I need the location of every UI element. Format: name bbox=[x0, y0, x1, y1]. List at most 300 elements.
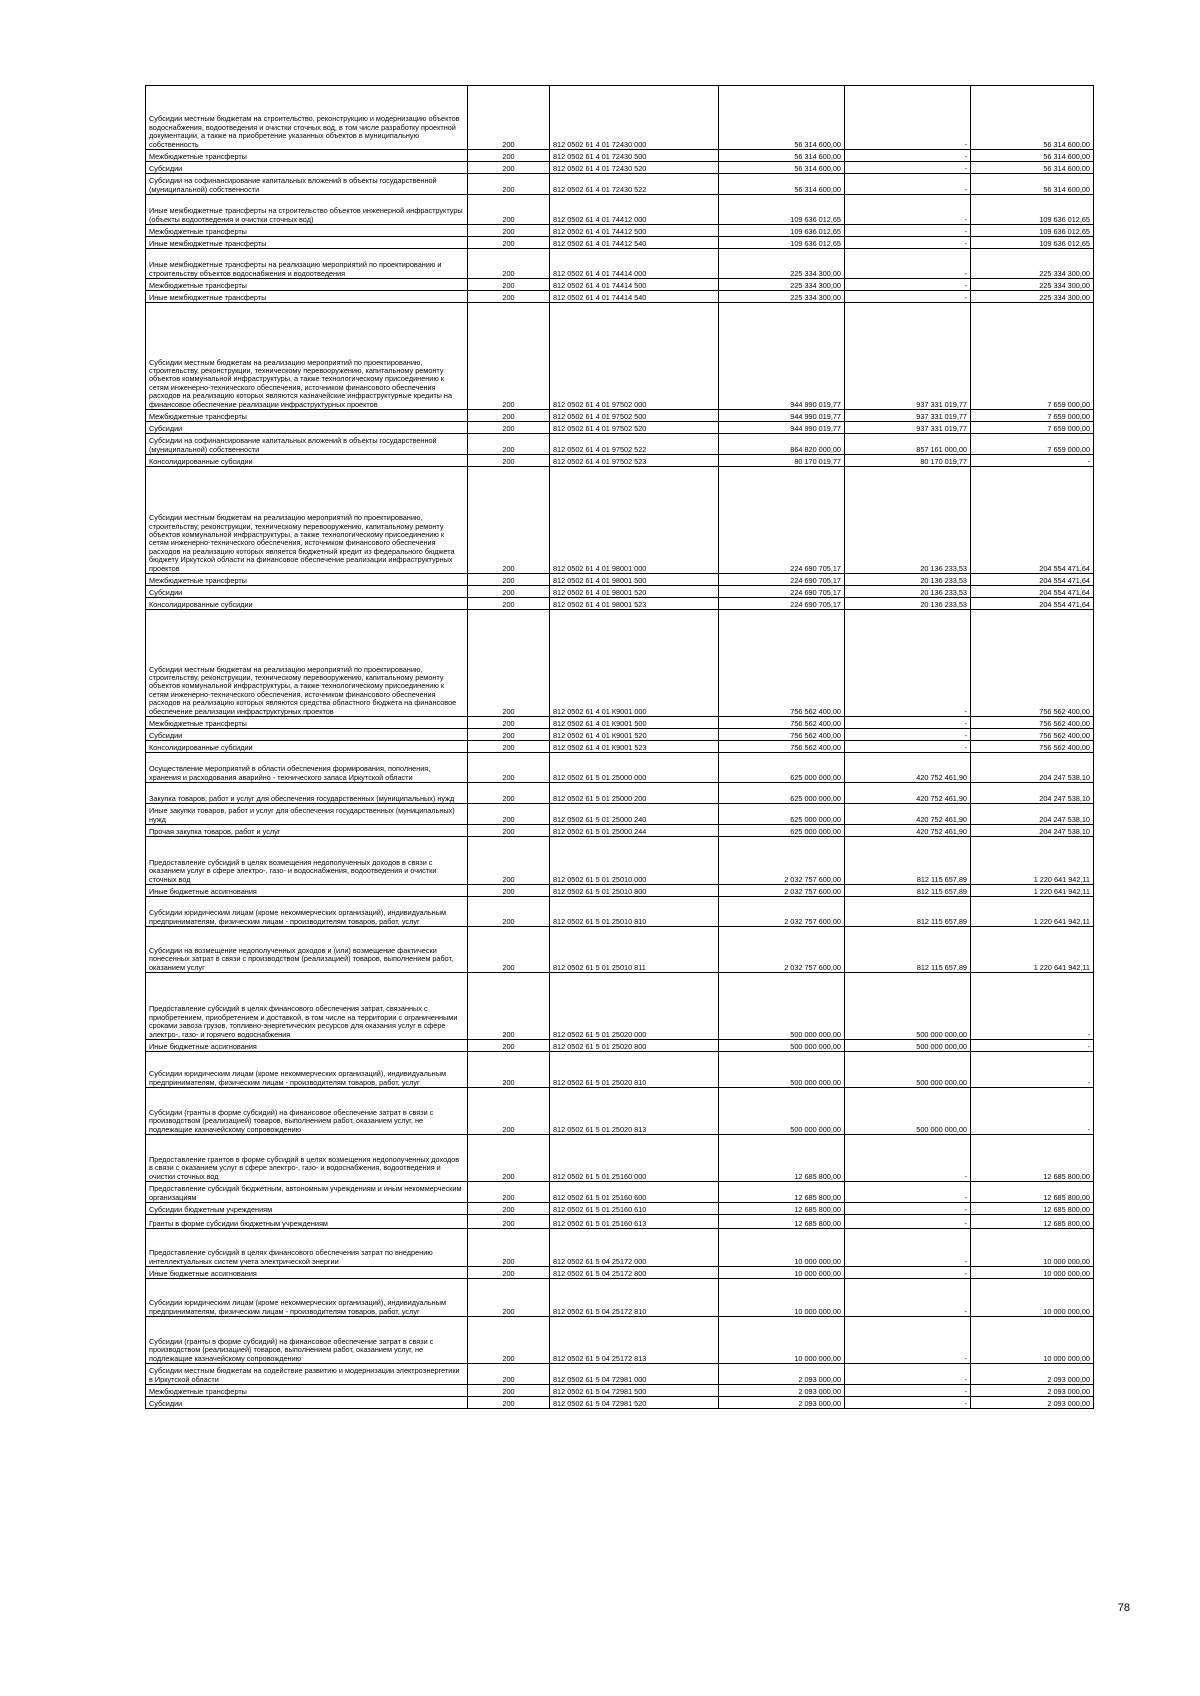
table-row bbox=[146, 422, 1094, 434]
row-classification-cell: 812 0502 61 4 01 72430 500 bbox=[550, 150, 719, 162]
table-row bbox=[146, 897, 1094, 927]
table-row bbox=[146, 1040, 1094, 1052]
row-code-cell: 200 bbox=[468, 467, 550, 574]
row-code-cell: 200 bbox=[468, 1182, 550, 1203]
row-unexecuted-cell: 1 220 641 942,11 bbox=[971, 837, 1094, 885]
row-executed-cell: - bbox=[845, 174, 971, 195]
row-code-cell: 200 bbox=[468, 279, 550, 291]
table-row bbox=[146, 1397, 1094, 1409]
row-name-cell: Консолидированные субсидии bbox=[146, 741, 468, 753]
row-classification-cell: 812 0502 61 4 01 К9001 520 bbox=[550, 729, 719, 741]
row-code-cell: 200 bbox=[468, 610, 550, 717]
row-assigned-cell: 80 170 019,77 bbox=[719, 455, 845, 467]
row-executed-cell: - bbox=[845, 279, 971, 291]
table-row bbox=[146, 598, 1094, 610]
row-unexecuted-cell: 12 685 800,00 bbox=[971, 1203, 1094, 1215]
row-classification-cell: 812 0502 61 4 01 72430 000 bbox=[550, 86, 719, 150]
row-executed-cell: 500 000 000,00 bbox=[845, 1040, 971, 1052]
row-name-cell: Субсидии местным бюджетам на реализацию мероприятий по проектированию, строительству, реконструкции, техническому перевооружению, капитальному ремонту объектов коммунальной инфраструктуры, а также технологическому присоединению к сетям инженерно-технического обеспечения, источником финансового обеспечения расходов на реализацию которых являются казначейские инфраструктурные кредиты на финансовое обеспечение реализации инфраструктурных проектов bbox=[146, 303, 468, 410]
row-unexecuted-cell: 756 562 400,00 bbox=[971, 610, 1094, 717]
row-code-cell: 200 bbox=[468, 973, 550, 1040]
row-classification-cell: 812 0502 61 5 01 25000 000 bbox=[550, 753, 719, 783]
table-row bbox=[146, 973, 1094, 1040]
row-assigned-cell: 12 685 800,00 bbox=[719, 1215, 845, 1229]
row-unexecuted-cell: 109 636 012,65 bbox=[971, 225, 1094, 237]
row-classification-cell: 812 0502 61 5 01 25000 240 bbox=[550, 804, 719, 825]
budget-table bbox=[145, 85, 1094, 1409]
row-executed-cell: - bbox=[845, 1203, 971, 1215]
row-unexecuted-cell: 7 659 000,00 bbox=[971, 434, 1094, 455]
table-row bbox=[146, 1088, 1094, 1135]
row-code-cell: 200 bbox=[468, 927, 550, 973]
row-assigned-cell: 500 000 000,00 bbox=[719, 1040, 845, 1052]
row-code-cell: 200 bbox=[468, 303, 550, 410]
row-name-cell: Субсидии bbox=[146, 586, 468, 598]
row-executed-cell: - bbox=[845, 1317, 971, 1364]
row-executed-cell: 937 331 019,77 bbox=[845, 422, 971, 434]
table-row bbox=[146, 291, 1094, 303]
table-row bbox=[146, 237, 1094, 249]
row-executed-cell: - bbox=[845, 150, 971, 162]
row-unexecuted-cell: 204 247 538,10 bbox=[971, 753, 1094, 783]
row-name-cell: Предоставление грантов в форме субсидий в целях возмещения недополученных доходов в связи с оказанием услуг в сфере электро-, газо- и водоснабжения, водоотведения и очистки сточных вод bbox=[146, 1135, 468, 1182]
row-unexecuted-cell: 56 314 600,00 bbox=[971, 174, 1094, 195]
row-executed-cell: - bbox=[845, 729, 971, 741]
row-assigned-cell: 2 032 757 600,00 bbox=[719, 885, 845, 897]
row-code-cell: 200 bbox=[468, 174, 550, 195]
row-unexecuted-cell: 1 220 641 942,11 bbox=[971, 885, 1094, 897]
row-name-cell: Предоставление субсидий в целях финансового обеспечения затрат по внедрению интеллектуальных систем учета электрической энергии bbox=[146, 1229, 468, 1267]
row-code-cell: 200 bbox=[468, 1052, 550, 1088]
table-row bbox=[146, 885, 1094, 897]
row-unexecuted-cell: 56 314 600,00 bbox=[971, 86, 1094, 150]
row-classification-cell: 812 0502 61 4 01 98001 000 bbox=[550, 467, 719, 574]
row-code-cell: 200 bbox=[468, 837, 550, 885]
row-executed-cell: - bbox=[845, 1385, 971, 1397]
row-assigned-cell: 625 000 000,00 bbox=[719, 825, 845, 837]
row-code-cell: 200 bbox=[468, 825, 550, 837]
row-name-cell: Субсидии bbox=[146, 729, 468, 741]
row-classification-cell: 812 0502 61 4 01 К9001 523 bbox=[550, 741, 719, 753]
row-assigned-cell: 944 990 019,77 bbox=[719, 422, 845, 434]
row-name-cell: Консолидированные субсидии bbox=[146, 455, 468, 467]
row-unexecuted-cell: 204 554 471,64 bbox=[971, 598, 1094, 610]
row-assigned-cell: 10 000 000,00 bbox=[719, 1267, 845, 1279]
row-classification-cell: 812 0502 61 5 01 25160 000 bbox=[550, 1135, 719, 1182]
row-name-cell: Субсидии на софинансирование капитальных вложений в объекты государственной (муниципальной) собственности bbox=[146, 434, 468, 455]
row-name-cell: Субсидии bbox=[146, 162, 468, 174]
row-name-cell: Субсидии (гранты в форме субсидий) на финансовое обеспечение затрат в связи с производством (реализацией) товаров, выполнением работ, оказанием услуг, не подлежащие казначейскому сопровождению bbox=[146, 1088, 468, 1135]
row-assigned-cell: 2 032 757 600,00 bbox=[719, 897, 845, 927]
row-name-cell: Субсидии местным бюджетам на содействие развитию и модернизации электроэнергетики в Иркутской области bbox=[146, 1364, 468, 1385]
table-row bbox=[146, 804, 1094, 825]
row-name-cell: Иные бюджетные ассигнования bbox=[146, 1267, 468, 1279]
row-name-cell: Субсидии на возмещение недополученных доходов и (или) возмещение фактически понесенных затрат в связи с производством (реализацией) товаров, выполнением работ, оказанием услуг bbox=[146, 927, 468, 973]
row-unexecuted-cell: - bbox=[971, 1040, 1094, 1052]
table-row bbox=[146, 279, 1094, 291]
row-executed-cell: 20 136 233,53 bbox=[845, 598, 971, 610]
row-executed-cell: - bbox=[845, 237, 971, 249]
row-name-cell: Субсидии местным бюджетам на строительство, реконструкцию и модернизацию объектов водоснабжения, водоотведения и очистки сточных вод, в том числе разработку проектной документации, а также на приобретение указанных объектов в муниципальную собственность bbox=[146, 86, 468, 150]
row-executed-cell: - bbox=[845, 1229, 971, 1267]
row-assigned-cell: 625 000 000,00 bbox=[719, 753, 845, 783]
row-classification-cell: 812 0502 61 4 01 К9001 500 bbox=[550, 717, 719, 729]
row-code-cell: 200 bbox=[468, 1229, 550, 1267]
row-code-cell: 200 bbox=[468, 1385, 550, 1397]
row-unexecuted-cell: 2 093 000,00 bbox=[971, 1397, 1094, 1409]
row-classification-cell: 812 0502 61 4 01 74414 500 bbox=[550, 279, 719, 291]
row-executed-cell: 812 115 657,89 bbox=[845, 837, 971, 885]
row-classification-cell: 812 0502 61 5 01 25160 600 bbox=[550, 1182, 719, 1203]
table-row bbox=[146, 753, 1094, 783]
row-unexecuted-cell: 56 314 600,00 bbox=[971, 162, 1094, 174]
row-assigned-cell: 2 093 000,00 bbox=[719, 1397, 845, 1409]
row-assigned-cell: 12 685 800,00 bbox=[719, 1182, 845, 1203]
row-assigned-cell: 2 032 757 600,00 bbox=[719, 837, 845, 885]
row-code-cell: 200 bbox=[468, 1397, 550, 1409]
row-unexecuted-cell: 204 247 538,10 bbox=[971, 825, 1094, 837]
row-assigned-cell: 2 032 757 600,00 bbox=[719, 927, 845, 973]
row-code-cell: 200 bbox=[468, 150, 550, 162]
row-assigned-cell: 944 990 019,77 bbox=[719, 303, 845, 410]
table-row bbox=[146, 610, 1094, 717]
row-classification-cell: 812 0502 61 5 04 72981 520 bbox=[550, 1397, 719, 1409]
row-assigned-cell: 756 562 400,00 bbox=[719, 610, 845, 717]
row-assigned-cell: 944 990 019,77 bbox=[719, 410, 845, 422]
row-unexecuted-cell: 225 334 300,00 bbox=[971, 249, 1094, 279]
row-classification-cell: 812 0502 61 5 01 25020 800 bbox=[550, 1040, 719, 1052]
row-unexecuted-cell: - bbox=[971, 1052, 1094, 1088]
row-classification-cell: 812 0502 61 4 01 97502 522 bbox=[550, 434, 719, 455]
row-name-cell: Субсидии юридическим лицам (кроме некоммерческих организаций), индивидуальным предпринимателям, физическим лицам - производителям товаров, работ, услуг bbox=[146, 1279, 468, 1317]
row-classification-cell: 812 0502 61 5 01 25000 244 bbox=[550, 825, 719, 837]
table-row bbox=[146, 1364, 1094, 1385]
row-name-cell: Иные бюджетные ассигнования bbox=[146, 885, 468, 897]
row-executed-cell: - bbox=[845, 1279, 971, 1317]
row-code-cell: 200 bbox=[468, 885, 550, 897]
row-code-cell: 200 bbox=[468, 598, 550, 610]
row-assigned-cell: 56 314 600,00 bbox=[719, 162, 845, 174]
row-assigned-cell: 12 685 800,00 bbox=[719, 1203, 845, 1215]
table-row bbox=[146, 927, 1094, 973]
row-executed-cell: - bbox=[845, 291, 971, 303]
row-unexecuted-cell: 10 000 000,00 bbox=[971, 1279, 1094, 1317]
row-classification-cell: 812 0502 61 4 01 98001 523 bbox=[550, 598, 719, 610]
row-code-cell: 200 bbox=[468, 1040, 550, 1052]
row-executed-cell: - bbox=[845, 86, 971, 150]
table-row bbox=[146, 783, 1094, 804]
table-row bbox=[146, 467, 1094, 574]
row-executed-cell: 937 331 019,77 bbox=[845, 410, 971, 422]
row-name-cell: Субсидии на софинансирование капитальных вложений в объекты государственной (муниципальной) собственности bbox=[146, 174, 468, 195]
row-assigned-cell: 109 636 012,65 bbox=[719, 225, 845, 237]
row-code-cell: 200 bbox=[468, 897, 550, 927]
page-number: 78 bbox=[1117, 1602, 1130, 1614]
table-row bbox=[146, 1385, 1094, 1397]
row-assigned-cell: 225 334 300,00 bbox=[719, 249, 845, 279]
row-classification-cell: 812 0502 61 4 01 74414 540 bbox=[550, 291, 719, 303]
row-name-cell: Межбюджетные трансферты bbox=[146, 1385, 468, 1397]
table-row bbox=[146, 717, 1094, 729]
row-name-cell: Иные межбюджетные трансферты bbox=[146, 237, 468, 249]
row-assigned-cell: 12 685 800,00 bbox=[719, 1135, 845, 1182]
row-executed-cell: 812 115 657,89 bbox=[845, 897, 971, 927]
row-unexecuted-cell: 7 659 000,00 bbox=[971, 303, 1094, 410]
row-name-cell: Закупка товаров, работ и услуг для обеспечения государственных (муниципальных) нужд bbox=[146, 783, 468, 804]
row-code-cell: 200 bbox=[468, 729, 550, 741]
row-unexecuted-cell: 204 554 471,64 bbox=[971, 574, 1094, 586]
row-code-cell: 200 bbox=[468, 162, 550, 174]
row-unexecuted-cell: 12 685 800,00 bbox=[971, 1215, 1094, 1229]
row-name-cell: Осуществление мероприятий в области обеспечения формирования, пополнения, хранения и расходования аварийно - технического запаса Иркутской области bbox=[146, 753, 468, 783]
row-unexecuted-cell: 1 220 641 942,11 bbox=[971, 927, 1094, 973]
row-name-cell: Межбюджетные трансферты bbox=[146, 717, 468, 729]
row-name-cell: Межбюджетные трансферты bbox=[146, 279, 468, 291]
row-classification-cell: 812 0502 61 5 04 25172 810 bbox=[550, 1279, 719, 1317]
row-assigned-cell: 625 000 000,00 bbox=[719, 783, 845, 804]
row-classification-cell: 812 0502 61 5 04 25172 000 bbox=[550, 1229, 719, 1267]
row-assigned-cell: 56 314 600,00 bbox=[719, 174, 845, 195]
row-unexecuted-cell: 12 685 800,00 bbox=[971, 1135, 1094, 1182]
table-row bbox=[146, 434, 1094, 455]
row-code-cell: 200 bbox=[468, 195, 550, 225]
row-name-cell: Субсидии местным бюджетам на реализацию мероприятий по проектированию, строительству, реконструкции, техническому перевооружению, капитальному ремонту объектов коммунальной инфраструктуры, а также технологическому присоединению к сетям инженерно-технического обеспечения, источником финансового обеспечения расходов на реализацию которых являются средства областного бюджета на финансовое обеспечение реализации инфраструктурных проектов bbox=[146, 610, 468, 717]
row-classification-cell: 812 0502 61 4 01 97502 500 bbox=[550, 410, 719, 422]
budget-table-body bbox=[146, 86, 1094, 1409]
row-unexecuted-cell: 12 685 800,00 bbox=[971, 1182, 1094, 1203]
table-row bbox=[146, 837, 1094, 885]
row-name-cell: Иные межбюджетные трансферты на реализацию мероприятий по проектированию и строительству объектов водоснабжения и водоотведения bbox=[146, 249, 468, 279]
table-row bbox=[146, 162, 1094, 174]
row-classification-cell: 812 0502 61 5 01 25160 613 bbox=[550, 1215, 719, 1229]
row-assigned-cell: 10 000 000,00 bbox=[719, 1279, 845, 1317]
row-assigned-cell: 224 690 705,17 bbox=[719, 586, 845, 598]
row-code-cell: 200 bbox=[468, 1267, 550, 1279]
row-name-cell: Субсидии бюджетным учреждениям bbox=[146, 1203, 468, 1215]
table-row bbox=[146, 1215, 1094, 1229]
row-code-cell: 200 bbox=[468, 434, 550, 455]
row-unexecuted-cell: 7 659 000,00 bbox=[971, 422, 1094, 434]
row-classification-cell: 812 0502 61 4 01 97502 520 bbox=[550, 422, 719, 434]
row-executed-cell: 20 136 233,53 bbox=[845, 467, 971, 574]
row-executed-cell: 420 752 461,90 bbox=[845, 753, 971, 783]
row-name-cell: Прочая закупка товаров, работ и услуг bbox=[146, 825, 468, 837]
row-assigned-cell: 2 093 000,00 bbox=[719, 1364, 845, 1385]
row-unexecuted-cell: 756 562 400,00 bbox=[971, 729, 1094, 741]
row-classification-cell: 812 0502 61 5 01 25020 813 bbox=[550, 1088, 719, 1135]
row-classification-cell: 812 0502 61 4 01 74414 000 bbox=[550, 249, 719, 279]
row-executed-cell: 420 752 461,90 bbox=[845, 783, 971, 804]
row-unexecuted-cell: 10 000 000,00 bbox=[971, 1267, 1094, 1279]
row-name-cell: Субсидии (гранты в форме субсидий) на финансовое обеспечение затрат в связи с производством (реализацией) товаров, выполнением работ, оказанием услуг, не подлежащие казначейскому сопровождению bbox=[146, 1317, 468, 1364]
row-assigned-cell: 756 562 400,00 bbox=[719, 729, 845, 741]
row-assigned-cell: 10 000 000,00 bbox=[719, 1229, 845, 1267]
row-code-cell: 200 bbox=[468, 410, 550, 422]
table-row bbox=[146, 410, 1094, 422]
row-unexecuted-cell: 225 334 300,00 bbox=[971, 291, 1094, 303]
row-classification-cell: 812 0502 61 5 04 72981 500 bbox=[550, 1385, 719, 1397]
row-name-cell: Субсидии юридическим лицам (кроме некоммерческих организаций), индивидуальным предпринимателям, физическим лицам - производителям товаров, работ, услуг bbox=[146, 1052, 468, 1088]
row-assigned-cell: 109 636 012,65 bbox=[719, 237, 845, 249]
row-name-cell: Предоставление субсидий бюджетным, автономным учреждениям и иным некоммерческим организациям bbox=[146, 1182, 468, 1203]
row-assigned-cell: 2 093 000,00 bbox=[719, 1385, 845, 1397]
row-unexecuted-cell: - bbox=[971, 1088, 1094, 1135]
row-code-cell: 200 bbox=[468, 1279, 550, 1317]
row-executed-cell: 812 115 657,89 bbox=[845, 885, 971, 897]
row-code-cell: 200 bbox=[468, 1088, 550, 1135]
row-unexecuted-cell: 109 636 012,65 bbox=[971, 237, 1094, 249]
row-code-cell: 200 bbox=[468, 1364, 550, 1385]
row-name-cell: Межбюджетные трансферты bbox=[146, 410, 468, 422]
row-assigned-cell: 10 000 000,00 bbox=[719, 1317, 845, 1364]
table-row bbox=[146, 741, 1094, 753]
table-row bbox=[146, 1203, 1094, 1215]
row-classification-cell: 812 0502 61 4 01 74412 540 bbox=[550, 237, 719, 249]
row-assigned-cell: 625 000 000,00 bbox=[719, 804, 845, 825]
table-row bbox=[146, 729, 1094, 741]
row-executed-cell: 500 000 000,00 bbox=[845, 973, 971, 1040]
row-classification-cell: 812 0502 61 5 01 25020 000 bbox=[550, 973, 719, 1040]
row-code-cell: 200 bbox=[468, 586, 550, 598]
row-executed-cell: 500 000 000,00 bbox=[845, 1088, 971, 1135]
row-unexecuted-cell: 204 247 538,10 bbox=[971, 783, 1094, 804]
row-assigned-cell: 224 690 705,17 bbox=[719, 574, 845, 586]
row-unexecuted-cell: 7 659 000,00 bbox=[971, 410, 1094, 422]
row-executed-cell: - bbox=[845, 195, 971, 225]
row-executed-cell: 857 161 000,00 bbox=[845, 434, 971, 455]
row-name-cell: Иные закупки товаров, работ и услуг для обеспечения государственных (муниципальных) нужд bbox=[146, 804, 468, 825]
row-code-cell: 200 bbox=[468, 1317, 550, 1364]
table-row bbox=[146, 225, 1094, 237]
row-name-cell: Субсидии bbox=[146, 422, 468, 434]
row-unexecuted-cell: 204 554 471,64 bbox=[971, 586, 1094, 598]
row-classification-cell: 812 0502 61 4 01 98001 500 bbox=[550, 574, 719, 586]
row-name-cell: Субсидии юридическим лицам (кроме некоммерческих организаций), индивидуальным предпринимателям, физическим лицам - производителям товаров, работ, услуг bbox=[146, 897, 468, 927]
row-assigned-cell: 756 562 400,00 bbox=[719, 741, 845, 753]
table-row bbox=[146, 1182, 1094, 1203]
row-assigned-cell: 864 820 000,00 bbox=[719, 434, 845, 455]
table-row bbox=[146, 1267, 1094, 1279]
row-classification-cell: 812 0502 61 5 04 72981 000 bbox=[550, 1364, 719, 1385]
row-classification-cell: 812 0502 61 5 01 25010 810 bbox=[550, 897, 719, 927]
row-classification-cell: 812 0502 61 5 04 25172 813 bbox=[550, 1317, 719, 1364]
row-name-cell: Иные межбюджетные трансферты на строительство объектов инженерной инфраструктуры (объекты водоотведения и очистки сточных вод) bbox=[146, 195, 468, 225]
row-assigned-cell: 756 562 400,00 bbox=[719, 717, 845, 729]
row-unexecuted-cell: 109 636 012,65 bbox=[971, 195, 1094, 225]
row-unexecuted-cell: 10 000 000,00 bbox=[971, 1229, 1094, 1267]
row-code-cell: 200 bbox=[468, 1203, 550, 1215]
row-executed-cell: 20 136 233,53 bbox=[845, 586, 971, 598]
row-assigned-cell: 224 690 705,17 bbox=[719, 598, 845, 610]
row-executed-cell: 80 170 019,77 bbox=[845, 455, 971, 467]
row-executed-cell: - bbox=[845, 225, 971, 237]
row-classification-cell: 812 0502 61 5 01 25010 811 bbox=[550, 927, 719, 973]
row-executed-cell: - bbox=[845, 610, 971, 717]
row-code-cell: 200 bbox=[468, 753, 550, 783]
row-executed-cell: - bbox=[845, 717, 971, 729]
row-name-cell: Консолидированные субсидии bbox=[146, 598, 468, 610]
row-classification-cell: 812 0502 61 4 01 К9001 000 bbox=[550, 610, 719, 717]
row-executed-cell: - bbox=[845, 1267, 971, 1279]
row-name-cell: Межбюджетные трансферты bbox=[146, 574, 468, 586]
row-classification-cell: 812 0502 61 4 01 74412 000 bbox=[550, 195, 719, 225]
row-code-cell: 200 bbox=[468, 1215, 550, 1229]
row-assigned-cell: 500 000 000,00 bbox=[719, 1052, 845, 1088]
row-classification-cell: 812 0502 61 4 01 72430 522 bbox=[550, 174, 719, 195]
row-unexecuted-cell: 1 220 641 942,11 bbox=[971, 897, 1094, 927]
row-executed-cell: - bbox=[845, 1364, 971, 1385]
table-row bbox=[146, 1279, 1094, 1317]
row-assigned-cell: 500 000 000,00 bbox=[719, 1088, 845, 1135]
row-unexecuted-cell: 225 334 300,00 bbox=[971, 279, 1094, 291]
row-unexecuted-cell: 2 093 000,00 bbox=[971, 1364, 1094, 1385]
row-name-cell: Межбюджетные трансферты bbox=[146, 225, 468, 237]
table-row bbox=[146, 1135, 1094, 1182]
row-executed-cell: 937 331 019,77 bbox=[845, 303, 971, 410]
row-executed-cell: - bbox=[845, 741, 971, 753]
row-executed-cell: - bbox=[845, 1135, 971, 1182]
row-code-cell: 200 bbox=[468, 804, 550, 825]
row-unexecuted-cell: 56 314 600,00 bbox=[971, 150, 1094, 162]
row-unexecuted-cell: - bbox=[971, 973, 1094, 1040]
row-name-cell: Субсидии bbox=[146, 1397, 468, 1409]
row-code-cell: 200 bbox=[468, 783, 550, 804]
row-code-cell: 200 bbox=[468, 249, 550, 279]
row-assigned-cell: 225 334 300,00 bbox=[719, 291, 845, 303]
row-unexecuted-cell: 756 562 400,00 bbox=[971, 717, 1094, 729]
row-classification-cell: 812 0502 61 4 01 97502 523 bbox=[550, 455, 719, 467]
row-assigned-cell: 56 314 600,00 bbox=[719, 150, 845, 162]
row-assigned-cell: 500 000 000,00 bbox=[719, 973, 845, 1040]
row-executed-cell: - bbox=[845, 1397, 971, 1409]
row-executed-cell: - bbox=[845, 1182, 971, 1203]
table-row bbox=[146, 1229, 1094, 1267]
row-unexecuted-cell: 204 247 538,10 bbox=[971, 804, 1094, 825]
row-executed-cell: 420 752 461,90 bbox=[845, 825, 971, 837]
row-unexecuted-cell: 2 093 000,00 bbox=[971, 1385, 1094, 1397]
row-name-cell: Субсидии местным бюджетам на реализацию мероприятий по проектированию, строительству, реконструкции, техническому перевооружению, капитальному ремонту объектов коммунальной инфраструктуры, а также технологическому присоединению к сетям инженерно-технического обеспечения, источником финансового обеспечения расходов на реализацию которых является бюджетный кредит из федерального бюджета бюджету Иркутской области на финансовое обеспечение реализации инфраструктурных проектов bbox=[146, 467, 468, 574]
row-code-cell: 200 bbox=[468, 422, 550, 434]
row-executed-cell: 20 136 233,53 bbox=[845, 574, 971, 586]
table-row bbox=[146, 303, 1094, 410]
row-classification-cell: 812 0502 61 5 04 25172 800 bbox=[550, 1267, 719, 1279]
row-unexecuted-cell: - bbox=[971, 455, 1094, 467]
table-row bbox=[146, 455, 1094, 467]
row-code-cell: 200 bbox=[468, 237, 550, 249]
row-executed-cell: - bbox=[845, 162, 971, 174]
row-name-cell: Предоставление субсидий в целях возмещения недополученных доходов в связи с оказанием услуг в сфере электро-, газо- и водоснабжения, водоотведения и очистки сточных вод bbox=[146, 837, 468, 885]
row-name-cell: Предоставление субсидий в целях финансового обеспечения затрат, связанных с приобретением, приобретением и доставкой, в том числе на территории с ограниченными сроками завоза грузов, топливно-энергетических ресурсов для оказания услуг в сфере электро-, газо- и горячего водоснабжения bbox=[146, 973, 468, 1040]
row-code-cell: 200 bbox=[468, 574, 550, 586]
row-executed-cell: 420 752 461,90 bbox=[845, 804, 971, 825]
row-classification-cell: 812 0502 61 5 01 25010 000 bbox=[550, 837, 719, 885]
row-unexecuted-cell: 756 562 400,00 bbox=[971, 741, 1094, 753]
row-classification-cell: 812 0502 61 4 01 72430 520 bbox=[550, 162, 719, 174]
row-code-cell: 200 bbox=[468, 86, 550, 150]
row-assigned-cell: 56 314 600,00 bbox=[719, 86, 845, 150]
row-name-cell: Иные межбюджетные трансферты bbox=[146, 291, 468, 303]
table-row bbox=[146, 825, 1094, 837]
row-assigned-cell: 224 690 705,17 bbox=[719, 467, 845, 574]
row-classification-cell: 812 0502 61 5 01 25020 810 bbox=[550, 1052, 719, 1088]
row-classification-cell: 812 0502 61 5 01 25160 610 bbox=[550, 1203, 719, 1215]
row-name-cell: Иные бюджетные ассигнования bbox=[146, 1040, 468, 1052]
row-classification-cell: 812 0502 61 5 01 25000 200 bbox=[550, 783, 719, 804]
table-row bbox=[146, 86, 1094, 150]
row-classification-cell: 812 0502 61 4 01 98001 520 bbox=[550, 586, 719, 598]
row-assigned-cell: 225 334 300,00 bbox=[719, 279, 845, 291]
row-code-cell: 200 bbox=[468, 291, 550, 303]
